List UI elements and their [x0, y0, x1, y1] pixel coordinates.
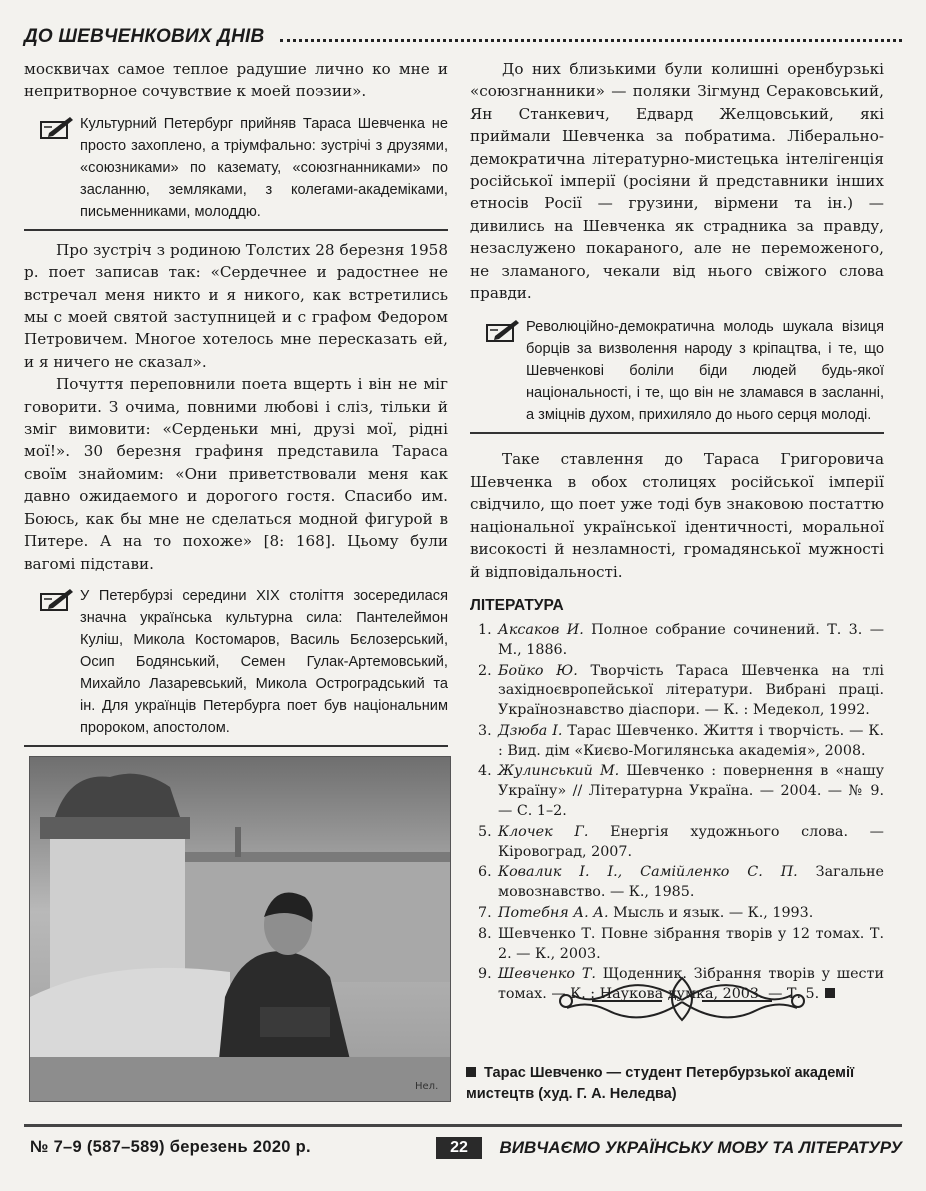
- decorative-ornament: [552, 970, 812, 1032]
- note-text: Революційно-демократична молодь шукала візиця борців за визволення народу з кріпацтва, і те, що Шевченкові боліли біди людей будь-якої національності, і те, що він не зламався в засланні, а зміцнів духом, прихиляло до нього серця молоді.: [526, 319, 884, 424]
- literature-item: [470, 904, 884, 924]
- section-title: ДО ШЕВЧЕНКОВИХ ДНІВ: [24, 26, 265, 47]
- painting-shevchenko-student: [29, 756, 451, 1102]
- literature-item-text: Загальне мовознавство. — К., 1985.: [498, 864, 884, 901]
- paragraph-emotions: Почуття переповнили поета вщерть і він не міг говорити. З очима, повними любові і сліз, тільки й зміг вимовити: «Серденьки мні, друзі мої, рідні мої!». 30 березня графиня представила Тараса своїм знайомим: «Они приветствовали меня как давно ожидаемого и дорогого гостя. Спасибо им. Боюсь, как бы мне не сделаться модной фигурой в Питере. А на то похоже» [8: 168]. Цьому були вагомі підстави.: [24, 375, 448, 573]
- literature-item-number: 1.: [478, 621, 492, 638]
- literature-item: [470, 621, 884, 661]
- paragraph-tolstoy-meeting: Про зустріч з родиною Толстих 28 березня 1958 р. поет записав так: «Сердечнее и радостнее не встречал меня никто и я никого, как встретились мы с моей святой заступницей и с графом Федором Петровичем. Многое хотелось мне пересказать ей, и я ничего не сказал».: [24, 240, 448, 371]
- literature-item-text: Творчість Тараса Шевченка на тлі західноєвропейської літератури. Вибрані праці. Українознавство діаспори. — К. : Медекол, 1992.: [498, 662, 884, 719]
- literature-item-text: Шевченко Т. Повне зібрання творів у 12 томах. Т. 2. — К., 2003.: [498, 925, 884, 962]
- page-number: 22: [436, 1137, 482, 1159]
- literature-item-number: 4.: [478, 763, 492, 780]
- literature-item: [470, 662, 884, 721]
- literature-item-text: Мысль и язык. — К., 1993.: [608, 905, 814, 922]
- left-column: [24, 58, 448, 747]
- literature-item: [470, 823, 884, 863]
- running-header: [24, 18, 902, 48]
- paragraph-quote-end: москвичах самое теплое радушие лично ко мне и непритворное сочувствие к моей поэзии».: [24, 60, 448, 101]
- journal-title: ВИВЧАЄМО УКРАЇНСЬКУ МОВУ ТА ЛІТЕРАТУРУ: [499, 1138, 902, 1157]
- note-pen-icon: [40, 587, 74, 611]
- literature-heading: ЛІТЕРАТУРА: [470, 596, 564, 614]
- paragraph-allies: До них близькими були колишні оренбурзькі «союзгнанники» — поляки Зігмунд Сераковський, Ян Станкевич, Едвард Желцовський, які приймали Шевченка за побратима. Ліберально-демократична літературно-мистецька інтелігенція російської імперії (росіяни й представники інших етносів Росії — грузини, вірмени та ін.) — дивились на Шевченка як страдника за правду, незаслужено покараного, але не переможеного, не зламаного, чекали від нього свіжого слова правди.: [470, 60, 884, 303]
- literature-item-author: Клочек Г.: [498, 823, 589, 840]
- literature-item-text: Полное собрание сочинений. Т. 3. — М., 1886.: [498, 621, 884, 658]
- literature-list: [470, 621, 884, 1005]
- literature-item-number: 6.: [478, 864, 492, 881]
- literature-item-author: Потебня А. А.: [498, 905, 609, 922]
- literature-item-number: 8.: [478, 925, 492, 942]
- note-pen-icon: [40, 115, 74, 139]
- caption-text: Тарас Шевченко — студент Петербурзької академії мистецтв (худ. Г. А. Неледва): [466, 1065, 855, 1102]
- painting-image: [30, 757, 450, 1101]
- literature-item-text: Енергія художнього слова. — Кіровоград, 2007.: [498, 823, 884, 860]
- painting-caption: [466, 1063, 884, 1105]
- literature-item-number: 9.: [478, 966, 492, 983]
- end-of-article-mark: [825, 988, 835, 998]
- note-revolutionary-youth: [470, 316, 884, 434]
- note-text: У Петербурзі середини XIX століття зосередилася значна українська культурна сила: Пантелеймон Куліш, Микола Костомаров, Василь Бєлозерський, Осип Бодянський, Семен Гулак-Артемовський, Михайло Лазаревський, Микола Остроградський та ін. Для українців Петербурга поет був національним пророком, апостолом.: [80, 587, 448, 736]
- literature-item-author: Шевченко Т.: [498, 966, 596, 983]
- literature-item: [470, 925, 884, 965]
- literature-item: [470, 762, 884, 821]
- paragraph-conclusion: Таке ставлення до Тараса Григоровича Шевченка в обох столицях російської імперії свідчило, що поет уже тоді був знаковою постаттю національної української ідентичності, моральної високості й незламності, громадянської мужності й відповідальності.: [470, 450, 884, 581]
- footer-rule: [24, 1124, 902, 1127]
- literature-item-text: Шевченко : повернення в «нашу Україну» // Літературна Україна. — 2004. — № 9. — С. 1–2.: [498, 763, 884, 820]
- header-dotted-rule: [280, 39, 902, 42]
- literature-item: [470, 722, 884, 762]
- literature-item-text: Тарас Шевченко. Життя і творчість. — К. : Вид. дім «Києво-Могилянська академія», 2008.: [498, 722, 884, 759]
- literature-item-number: 3.: [478, 722, 492, 739]
- note-ukrainian-force: [24, 585, 448, 747]
- literature-item: [470, 863, 884, 903]
- note-cultural-petersburg: [24, 113, 448, 231]
- literature-item-author: Аксаков И.: [498, 621, 584, 638]
- literature-item-number: 5.: [478, 823, 492, 840]
- page-footer: [24, 1134, 902, 1164]
- literature-item-number: 2.: [478, 662, 492, 679]
- literature-item-text: Щоденник. Зібрання творів у шести томах. — К. : Наукова думка, 2003. — Т. 5.: [498, 966, 884, 1003]
- issue-number: № 7–9 (587–589) березень 2020 р.: [30, 1138, 311, 1156]
- svg-text:Нел.: Нел.: [415, 1081, 439, 1092]
- right-column: [470, 58, 884, 1006]
- literature-item-number: 7.: [478, 905, 492, 922]
- caption-square-icon: [466, 1067, 476, 1077]
- literature-item-author: Ковалик І. І., Самійленко С. П.: [498, 864, 798, 881]
- note-pen-icon: [486, 318, 520, 342]
- literature-item-author: Дзюба І.: [498, 722, 563, 739]
- literature-item-author: Жулинський М.: [498, 763, 620, 780]
- literature-item-author: Бойко Ю.: [498, 662, 578, 679]
- note-text: Культурний Петербург прийняв Тараса Шевченка не просто захоплено, а тріумфально: зустрічі з друзями, «союзниками» по каземату, «союзгнанниками» по засланню, земляками, з колегами-академіками, письменниками, молоддю.: [80, 115, 448, 220]
